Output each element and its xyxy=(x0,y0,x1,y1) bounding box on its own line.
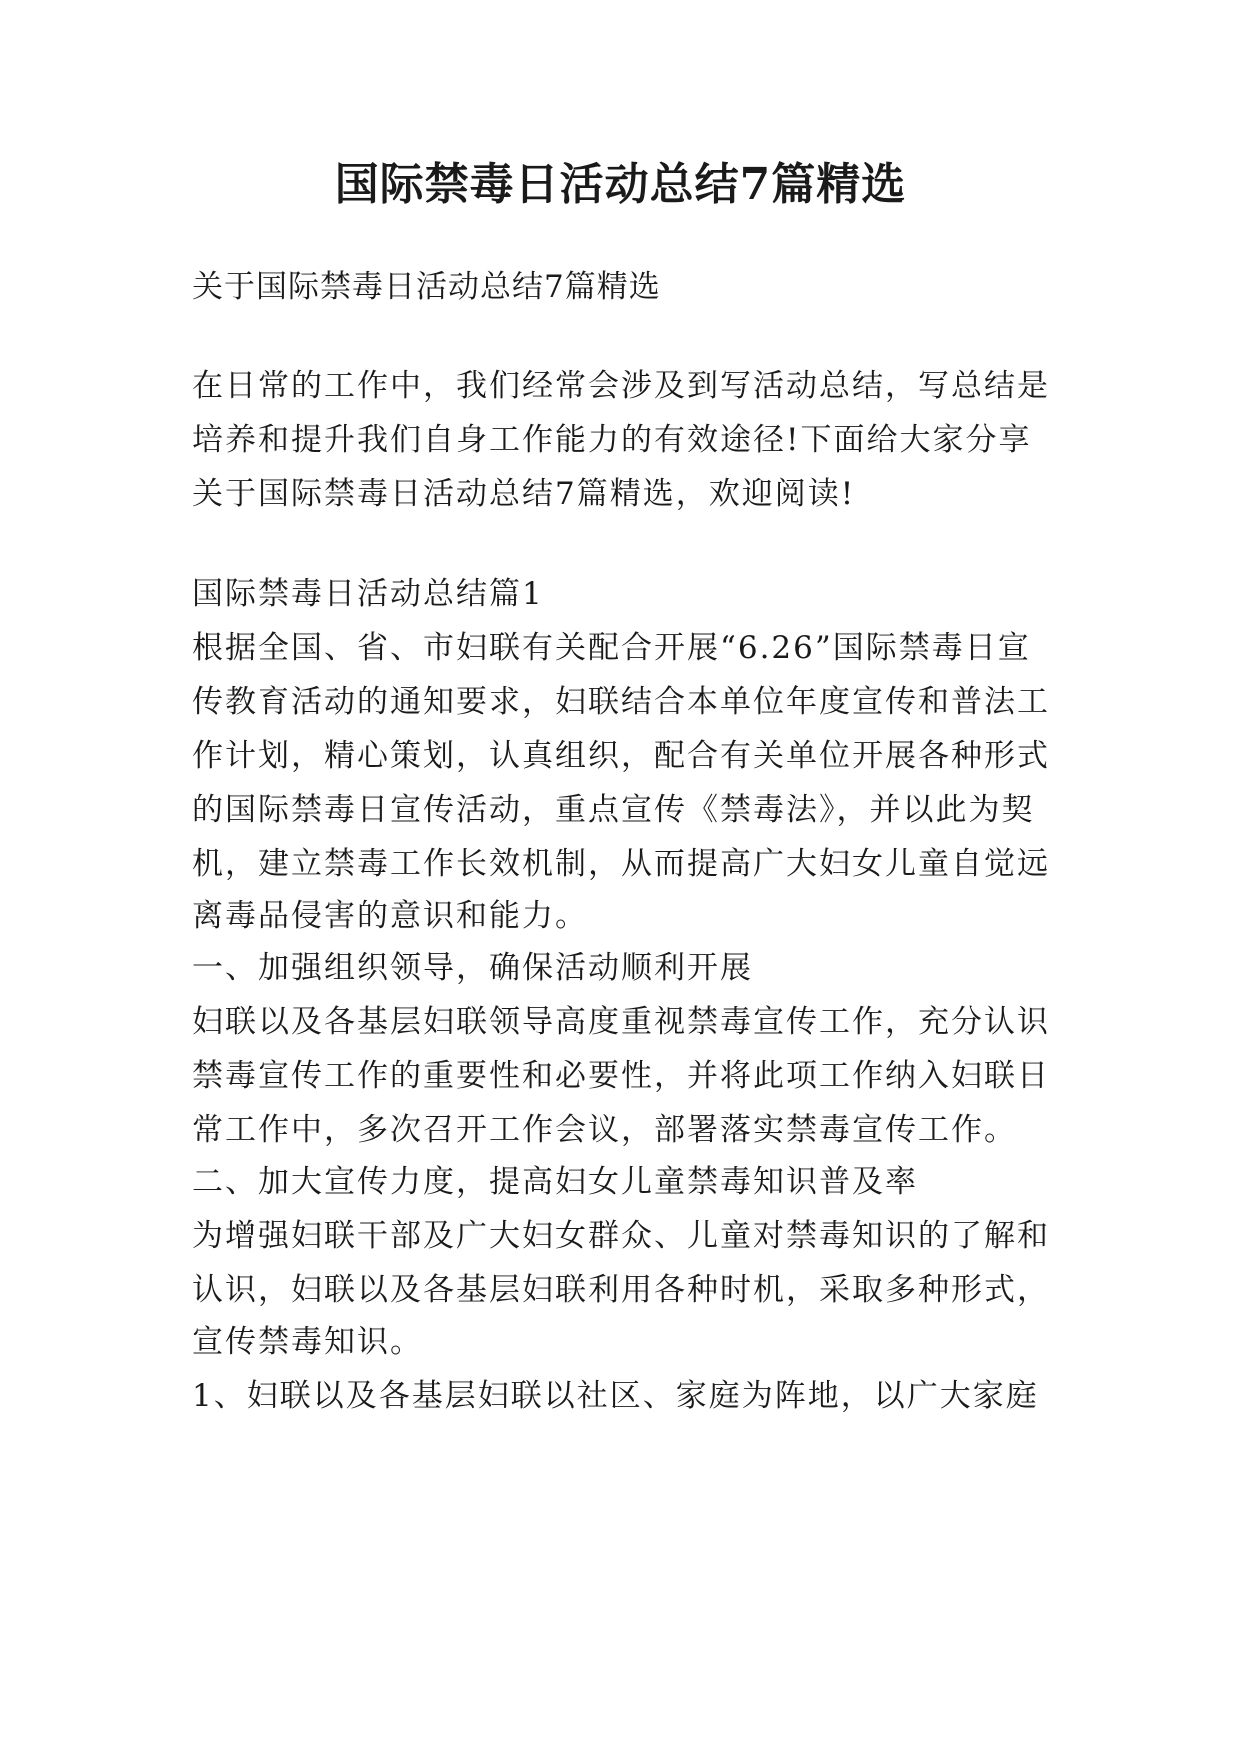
subsection-heading: 二、加大宣传力度，提高妇女儿童禁毒知识普及率 xyxy=(192,1164,918,1200)
body-line: 的国际禁毒日宣传活动，重点宣传《禁毒法》，并以此为契 xyxy=(192,792,1035,828)
intro-line: 在日常的工作中，我们经常会涉及到写活动总结，写总结是 xyxy=(192,368,1050,404)
body-line: 离毒品侵害的意识和能力。 xyxy=(192,898,588,934)
body-line: 机，建立禁毒工作长效机制，从而提高广大妇女儿童自觉远 xyxy=(192,846,1050,882)
intro-line: 关于国际禁毒日活动总结7篇精选，欢迎阅读! xyxy=(192,476,856,512)
body-line: 传教育活动的通知要求，妇联结合本单位年度宣传和普法工 xyxy=(192,684,1050,720)
body-line: 妇联以及各基层妇联领导高度重视禁毒宣传工作，充分认识 xyxy=(192,1004,1050,1040)
body-line: 宣传禁毒知识。 xyxy=(192,1324,423,1360)
body-line: 认识，妇联以及各基层妇联利用各种时机，采取多种形式， xyxy=(192,1272,1050,1308)
section-heading: 国际禁毒日活动总结篇1 xyxy=(192,576,544,612)
body-line: 禁毒宣传工作的重要性和必要性，并将此项工作纳入妇联日 xyxy=(192,1058,1050,1094)
body-line: 根据全国、省、市妇联有关配合开展“6.26”国际禁毒日宣 xyxy=(192,630,1031,666)
body-line: 作计划，精心策划，认真组织，配合有关单位开展各种形式 xyxy=(192,738,1050,774)
body-line: 常工作中，多次召开工作会议，部署落实禁毒宣传工作。 xyxy=(192,1112,1017,1148)
intro-line: 培养和提升我们自身工作能力的有效途径!下面给大家分享 xyxy=(192,422,1032,458)
body-line: 1、妇联以及各基层妇联以社区、家庭为阵地，以广大家庭 xyxy=(192,1378,1039,1414)
document-subtitle: 关于国际禁毒日活动总结7篇精选 xyxy=(192,269,661,305)
body-line: 为增强妇联干部及广大妇女群众、儿童对禁毒知识的了解和 xyxy=(192,1218,1050,1254)
subsection-heading: 一、加强组织领导，确保活动顺利开展 xyxy=(192,950,753,986)
document-title: 国际禁毒日活动总结7篇精选 xyxy=(334,159,907,210)
